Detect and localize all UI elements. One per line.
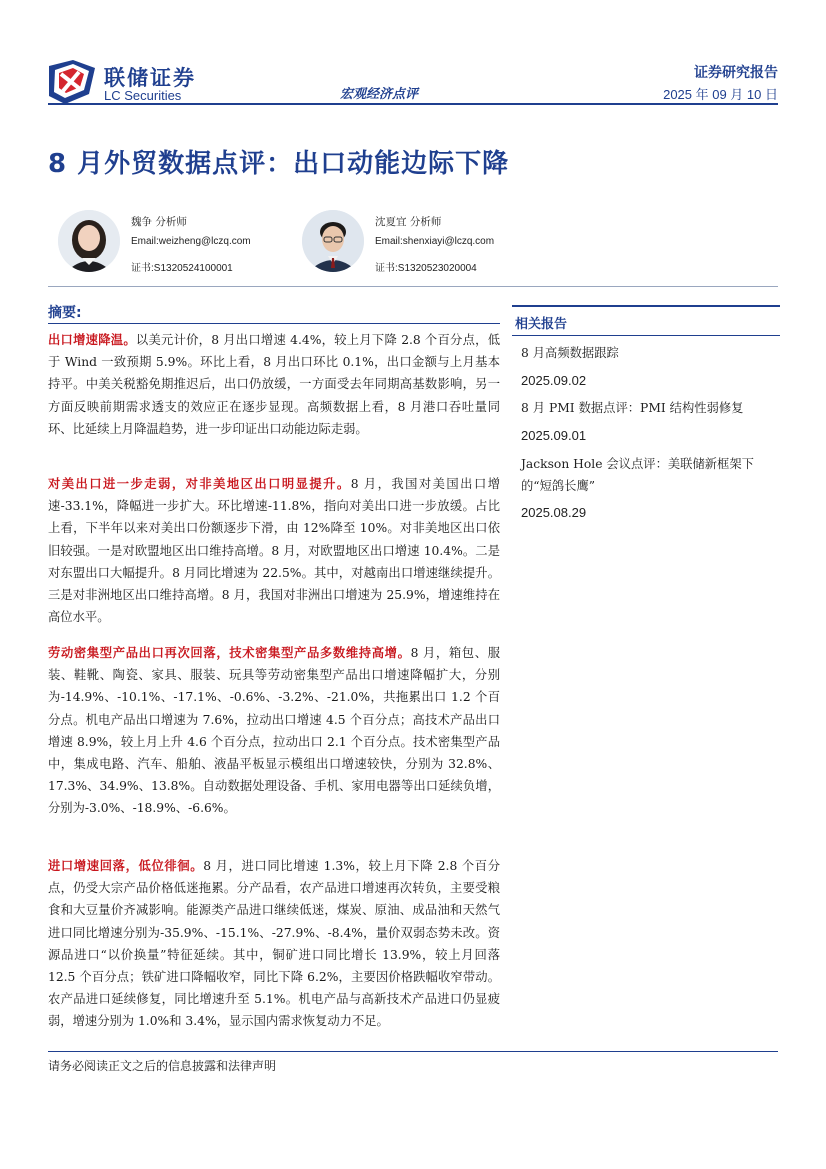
lc-logo-icon: [49, 60, 95, 104]
paragraph-body: 8 月，箱包、服装、鞋靴、陶瓷、家具、服装、玩具等劳动密集型产品出口增速降幅扩大，分别为-14.9%、-10.1%、-17.1%、-0.6%、-3.2%、-21.0%，共拖累出口 1.2 个百分点。机电产品出口增速为 7.6%，拉动出口增速 4.5 个百分点；高技术产品出口增速 8.9%，较上月上升 4.6 个百分点，拉动出口 2.1 个百分点。技术密集型产品中，集成电路、汽车、船舶、液晶平板显示模组出口增速较快，分别为 32.8%、17.3%、34.9%、13.8%。自动数据处理设备、手机、家用电器等出口延续负增，分别为-3.0%、-18.9%、-6.6%。: [48, 646, 500, 816]
related-report-date: 2025.08.29: [521, 505, 587, 520]
abstract-heading: 摘要:: [48, 305, 82, 321]
paragraph-body: 以美元计价，8 月出口增速 4.4%，较上月下降 2.8 个百分点，低于 Wind 一致预期 5.9%。环比上看，8 月出口环比 0.1%，出口金额与上月基本持平。中美关税豁免期推迟后，出口仍放缓，一方面受去年同期高基数影响，另一方面反映前期需求透支的效应正在逐步显现。高频数据上看，8 月港口吞吐量同环、比延续上月降温趋势，进一步印证出口动能边际走弱。: [48, 333, 500, 436]
abstract-paragraph: [48, 855, 500, 1033]
related-report-link[interactable]: Jackson Hole 会议点评：美联储新框架下的“短鸽长鹰”: [521, 457, 754, 493]
paragraph-lead: 劳动密集型产品出口再次回落，技术密集型产品多数维持高增。: [48, 646, 411, 660]
analyst-email[interactable]: Email:weizheng@lczq.com: [131, 236, 251, 247]
related-heading: 相关报告: [515, 317, 568, 332]
related-report-link[interactable]: 8 月高频数据跟踪: [521, 346, 619, 360]
paragraph-lead: 进口增速回落，低位徘徊。: [48, 859, 204, 873]
analyst-email[interactable]: Email:shenxiayi@lczq.com: [375, 236, 495, 247]
analyst-divider: [48, 286, 778, 287]
analyst-cert: 证书:S1320523020004: [375, 263, 477, 274]
related-report-link[interactable]: 8 月 PMI 数据点评：PMI 结构性弱修复: [521, 401, 744, 415]
analyst-photo-icon: [302, 210, 364, 272]
paragraph-lead: 出口增速降温。: [48, 333, 136, 347]
report-date: 2025 年 09 月 10 日: [663, 87, 778, 102]
related-report-date: 2025.09.01: [521, 428, 587, 443]
abstract-paragraph: [48, 642, 500, 820]
footer-divider: [48, 1051, 778, 1052]
report-type: 宏观经济点评: [340, 87, 419, 102]
abstract-paragraph: [48, 329, 500, 440]
paragraph-body: 8 月，我国对美国出口增速-33.1%，降幅进一步扩大。环比增速-11.8%，指向对美出口进一步放缓。占比上看，下半年以来对美出口份额逐步下滑，由 12%降至 10%。对非美地区出口依旧较强。一是对欧盟地区出口维持高增。8 月，对欧盟地区出口增速 10.4%。二是对东盟出口大幅提升。8 月同比增速为 22.5%。其中，对越南出口增速继续提升。三是对非洲地区出口维持高增。8 月，我国对非洲出口增速为 25.9%，增速维持在高位水平。: [48, 477, 500, 625]
paragraph-body: 8 月，进口同比增速 1.3%，较上月下降 2.8 个百分点，仍受大宗产品价格低迷拖累。分产品看，农产品进口增速再次转负，主要受粮食和大豆量价齐减影响。能源类产品进口继续低迷，煤炭、原油、成品油和天然气进口同比增速分别为-35.9%、-15.1%、-27.9%、-8.4%，量价双弱态势未改。资源品进口“以价换量”特征延续。其中，铜矿进口同比增长 13.9%，较上月回落 12.5 个百分点；铁矿进口降幅收窄，同比下降 6.2%，主要因价格跌幅收窄带动。农产品进口延续修复，同比增速升至 5.1%。机电产品与高新技术产品进口仍显疲弱，增速分别为 1.0%和 3.4%，显示国内需求恢复动力不足。: [48, 859, 500, 1029]
paragraph-lead: 对美出口进一步走弱，对非美地区出口明显提升。: [48, 477, 351, 491]
header-divider: [48, 103, 778, 105]
analyst-name: 魏争 分析师: [131, 216, 187, 228]
related-divider: [512, 335, 780, 336]
related-report-date: 2025.09.02: [521, 373, 587, 388]
analyst-cert: 证书:S1320524100001: [131, 263, 233, 274]
report-title: 8 月外贸数据点评：出口动能边际下降: [48, 149, 510, 179]
report-category: 证券研究报告: [694, 65, 778, 81]
analyst-name: 沈夏宜 分析师: [375, 216, 442, 228]
abstract-divider: [48, 323, 500, 324]
related-top-rule: [512, 305, 780, 307]
brand-name-en: LC Securities: [104, 88, 182, 103]
abstract-paragraph: [48, 473, 500, 628]
brand-name-cn: 联储证券: [104, 66, 196, 90]
disclaimer-notice: 请务必阅读正文之后的信息披露和法律声明: [48, 1059, 277, 1073]
analyst-photo-icon: [58, 210, 120, 272]
